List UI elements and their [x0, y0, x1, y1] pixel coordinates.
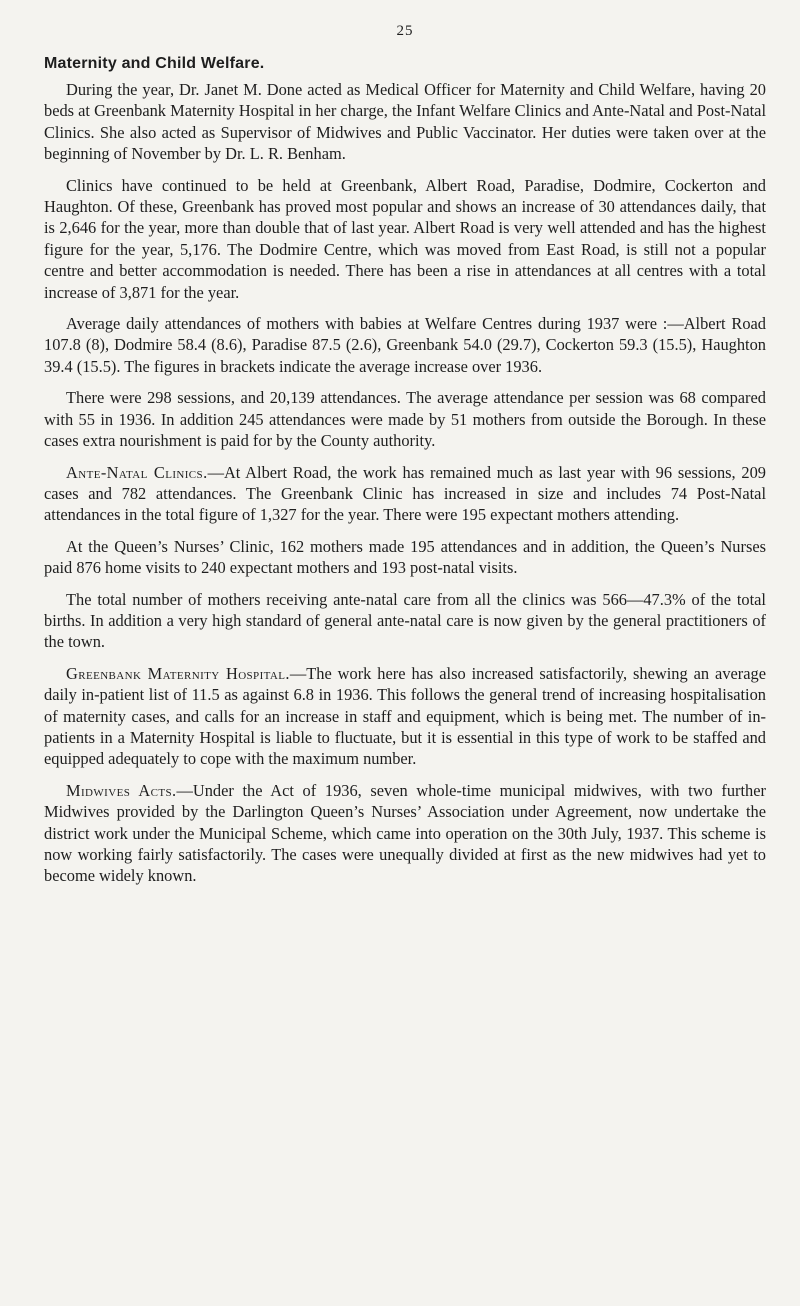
- paragraph-midwives-acts: [44, 780, 766, 887]
- page-number: 25: [396, 23, 414, 39]
- run-in-heading: Ante-Natal Clinics.: [66, 462, 208, 482]
- run-in-heading: Greenbank Maternity Hospital.: [66, 663, 290, 683]
- paragraph-average-attendances: [44, 313, 766, 377]
- paragraph-text: —The work here has also increased satisfactorily, shewing an average daily in-patient list of 11.5 as against 6.8 in 1936. This follows the general trend of increasing hospitalisation of maternity cases, and calls for an increase in staff and equipment, which is being met. The number of in-patients in a Maternity Hospital is liable to fluctuate, but it is essential in this type of work to be staffed and equipped adequately to cope with the maximum number.: [44, 663, 766, 769]
- paragraph-text: Average daily attendances of mothers with babies at Welfare Centres during 1937 were :—Albert Road 107.8 (8), Dodmire 58.4 (8.6), Paradise 87.5 (2.6), Greenbank 54.0 (29.7), Cockerton 59.3 (15.5), Haughton 39.4 (15.5). The figures in brackets indicate the average increase over 1936.: [44, 314, 766, 376]
- paragraph-text: At the Queen’s Nurses’ Clinic, 162 mothers made 195 attendances and in addition, the Queen’s Nurses paid 876 home visits to 240 expectant mothers and 193 post-natal visits.: [44, 536, 766, 578]
- paragraph-medical-officer: [44, 79, 766, 165]
- paragraph-text: Clinics have continued to be held at Greenbank, Albert Road, Paradise, Dodmire, Cockerton and Haughton. Of these, Greenbank has proved most popular and shows an increase of 30 attendances daily, that is 2,646 for the year, more than double that of last year. Albert Road is very well attended and has the highest figure for the year, 5,176. The Dodmire Centre, which was moved from East Road, is still not a popular centre and better accommodation is needed. There has been a rise in attendances at all centres with a total increase of 3,871 for the year.: [44, 175, 766, 302]
- paragraph-text: The total number of mothers receiving ante-natal care from all the clinics was 566—47.3% of the total births. In addition a very high standard of general ante-natal care is now given by the general practitioners of the town.: [44, 589, 766, 652]
- paragraph-queens-nurses: [44, 536, 766, 579]
- paragraph-text: —At Albert Road, the work has remained much as last year with 96 sessions, 209 cases and 782 attendances. The Greenbank Clinic has increased in size and includes 74 Post-Natal attendances in the total figure of 1,327 for the year. There were 195 expectant mothers attending.: [44, 462, 766, 525]
- paragraph-text: During the year, Dr. Janet M. Done acted as Medical Officer for Maternity and Child Welfare, having 20 beds at Greenbank Maternity Hospital in her charge, the Infant Welfare Clinics and Ante-Natal and Post-Natal Clinics. She also acted as Supervisor of Midwives and Public Vaccinator. Her duties were taken over at the beginning of November by Dr. L. R. Benham.: [44, 80, 766, 164]
- run-in-heading: Midwives Acts.: [66, 780, 177, 800]
- section-title: Maternity and Child Welfare.: [44, 55, 265, 72]
- paragraph-sessions: [44, 387, 766, 451]
- paragraph-clinics: [44, 175, 766, 303]
- paragraph-ante-natal-clinics: [44, 462, 766, 526]
- paragraph-text: There were 298 sessions, and 20,139 attendances. The average attendance per session was 68 compared with 55 in 1936. In addition 245 attendances were made by 51 mothers from outside the Borough. In these cases extra nourishment is paid for by the County authority.: [44, 388, 766, 451]
- paragraph-greenbank-hospital: [44, 663, 766, 770]
- paragraph-text: —Under the Act of 1936, seven whole-time municipal midwives, with two further Midwives provided by the Darlington Queen’s Nurses’ Association under Agreement, now undertake the district work under the Municipal Scheme, which came into operation on the 30th July, 1937. This scheme is now working fairly satisfactorily. The cases were unequally divided at first as the new midwives had yet to become widely known.: [44, 780, 766, 886]
- paragraph-total-mothers: [44, 589, 766, 653]
